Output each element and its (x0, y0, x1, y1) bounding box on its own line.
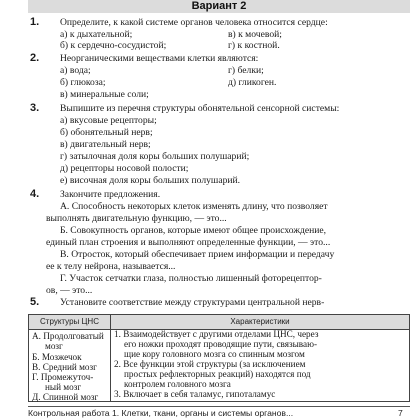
table-structure-cell: В. Средний мозг (32, 362, 97, 372)
footer-title: Контрольная работа 1. Клетки, ткани, органы и системы органов... (28, 408, 294, 418)
question-3-item: в) двигательный нерв; (60, 139, 151, 150)
question-2-option: а) вода; (60, 65, 91, 76)
table-structure-cell: Б. Мозжечок (32, 352, 82, 362)
variant-header (28, 0, 410, 13)
page-number: 7 (398, 408, 403, 418)
question-1-prompt: Определите, к какой системе органов человека относится сердце: (60, 17, 328, 28)
question-4-line: выполнять двигательную функцию, — это... (46, 213, 227, 224)
question-1-option: б) к сердечно-сосудистой; (60, 40, 167, 51)
question-1-option: а) к дыхательной; (60, 29, 133, 40)
table-structure-cell: Д. Спинной мозг (32, 392, 99, 402)
table-header-structures: Структуры ЦНС (40, 317, 99, 326)
table-column-divider (110, 315, 111, 401)
table-characteristic-line: 1. Взаимодействует с другими отделами ЦНС, через (114, 329, 319, 339)
question-1-option: в) к мочевой; (228, 29, 282, 40)
table-structure-cell: А. Продолговатый (32, 331, 104, 341)
variant-title: Вариант 2 (191, 0, 247, 12)
question-4-prompt: Закончите предложения. (60, 189, 161, 200)
question-4-line: ов, — это... (46, 285, 93, 296)
question-2-option: в) минеральные соли; (60, 89, 149, 100)
table-structure-cell: Г. Промежуточ- (32, 372, 94, 382)
question-4-line: единый план строения и выполняют определенные функции, — это... (46, 237, 331, 248)
question-5-line: Установите соответствие между структурами центральной нерв- (60, 297, 325, 308)
question-2-option: б) глюкоза; (60, 77, 106, 88)
footer-rule (28, 406, 410, 407)
table-characteristic-line: щие кору головного мозга со спинным мозгом (124, 349, 305, 359)
table-structure-cell: ный мозг (45, 382, 82, 392)
table-characteristic-line: его ножки проходят проводящие пути, связываю- (124, 339, 318, 349)
question-1-number: 1. (30, 16, 40, 28)
question-4-line: Г. Участок сетчатки глаза, полностью лишенный фоторецептор- (60, 273, 322, 284)
table-structure-cell: мозг (45, 341, 63, 351)
question-3-item: д) рецепторы носовой полости; (60, 163, 189, 174)
question-2-number: 2. (30, 52, 40, 64)
question-4-line: ее к телу нейрона, называется... (46, 261, 176, 272)
table-characteristic-line: 3. Включает в себя таламус, гипоталамус (114, 389, 276, 399)
table-header-row (29, 315, 409, 330)
question-4-line: А. Способность некоторых клеток изменять длину, что позволяет (60, 201, 328, 212)
question-3-item: е) височная доля коры больших полушарий. (60, 175, 241, 186)
table-characteristic-line: контролем головного мозга (124, 379, 231, 389)
question-4-line: В. Отросток, который обеспечивает прием информации и передачу (60, 249, 335, 260)
question-3-item: а) вкусовые рецепторы; (60, 115, 157, 126)
table-characteristic-line: простых рефлекторных реакций) находятся под (124, 369, 311, 379)
question-5-number: 5. (30, 296, 40, 308)
question-3-item: г) затылочная доля коры больших полушарий; (60, 151, 250, 162)
question-3-prompt: Выпишите из перечня структуры обонятельной сенсорной системы: (60, 103, 340, 114)
table-header-characteristics: Характеристики (230, 317, 290, 326)
question-2-option: д) гликоген. (228, 77, 277, 88)
question-4-number: 4. (30, 188, 40, 200)
question-2-prompt: Неорганическими веществами клетки являются: (60, 53, 259, 64)
table-characteristic-line: 2. Все функции этой структуры (за исключением (114, 359, 306, 369)
question-3-number: 3. (30, 102, 40, 114)
question-3-item: б) обонятельный нерв; (60, 127, 153, 138)
question-2-option: г) белки; (228, 65, 264, 76)
question-1-option: г) к костной. (228, 40, 280, 51)
question-4-line: Б. Совокупность органов, которые имеют общее происхождение, (60, 225, 327, 236)
